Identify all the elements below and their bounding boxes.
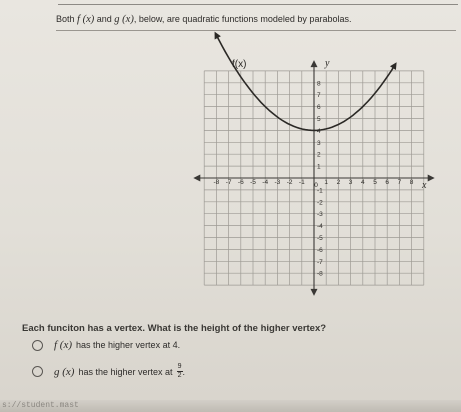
y-tick-label: 4 xyxy=(317,127,321,135)
x-tick-label: 3 xyxy=(348,179,353,186)
y-tick-label: -3 xyxy=(317,211,323,219)
x-tick-label: 5 xyxy=(373,179,377,186)
intro-suffix: , below, are quadratic functions modeled by parabolas. xyxy=(133,14,352,24)
y-tick-label: 1 xyxy=(317,163,321,171)
footer-url: s://student.mast xyxy=(2,401,79,410)
x-tick-label: -8 xyxy=(213,179,220,186)
y-tick-label: -1 xyxy=(317,187,323,195)
y-tick-label: 5 xyxy=(317,116,321,123)
fraction-numerator: 9 xyxy=(177,363,182,370)
option-g-tail: . xyxy=(182,366,186,377)
y-tick-label: 6 xyxy=(317,104,321,112)
graph-axes xyxy=(193,60,434,296)
x-tick-label: -4 xyxy=(262,179,269,186)
x-tick-label: 4 xyxy=(360,179,365,186)
option-f[interactable] xyxy=(32,339,180,351)
intro-g: g (x) xyxy=(114,14,134,25)
x-tick-label: 8 xyxy=(409,179,414,186)
x-tick-label: -6 xyxy=(237,179,244,186)
option-f-radio[interactable] xyxy=(32,340,43,351)
x-tick-label: -1 xyxy=(298,179,305,186)
x-tick-label: -7 xyxy=(225,179,232,186)
y-tick-label: 2 xyxy=(317,151,321,159)
x-axis-arrow-left xyxy=(193,175,200,182)
y-axis-label: y xyxy=(325,58,330,69)
y-tick-label: -5 xyxy=(317,235,323,242)
x-axis-arrow-right xyxy=(428,175,435,182)
x-tick-label: -5 xyxy=(250,179,256,186)
f-label: f(x) xyxy=(232,59,247,70)
intro-prefix: Both xyxy=(56,14,75,24)
y-axis-arrow-down xyxy=(311,289,318,296)
x-tick-label: -2 xyxy=(286,179,293,186)
y-tick-label: -7 xyxy=(317,258,323,266)
y-tick-label: -2 xyxy=(317,199,323,207)
x-tick-label: -3 xyxy=(274,179,281,186)
option-f-text: has the higher vertex at 4. xyxy=(76,340,181,350)
x-axis-label: x xyxy=(422,180,427,191)
x-tick-label: 1 xyxy=(324,179,329,186)
y-axis-arrow-up xyxy=(311,60,318,67)
y-tick-label: -8 xyxy=(317,270,323,278)
fraction-denominator: 2 xyxy=(177,372,182,379)
x-tick-label: 2 xyxy=(336,179,341,186)
x-tick-label: 7 xyxy=(397,179,402,186)
x-tick-label: 6 xyxy=(385,179,390,186)
y-tick-label: -4 xyxy=(317,223,323,231)
y-tick-label: 7 xyxy=(317,92,321,100)
y-tick-label: 3 xyxy=(317,139,321,147)
option-g-text: has the higher vertex at xyxy=(78,366,173,377)
intro-and: and xyxy=(96,14,112,24)
option-g-radio[interactable] xyxy=(32,366,43,377)
option-g-function: g (x) xyxy=(54,365,75,378)
intro-f: f (x) xyxy=(77,14,95,25)
option-g[interactable] xyxy=(32,363,185,380)
y-tick-label: 8 xyxy=(317,80,321,88)
question-text: Each funciton has a vertex. What is the height of the higher vertex? xyxy=(22,323,327,334)
x-tick-label: 0 xyxy=(314,182,318,189)
y-tick-label: -6 xyxy=(317,246,323,254)
option-f-function: f (x) xyxy=(54,339,73,351)
